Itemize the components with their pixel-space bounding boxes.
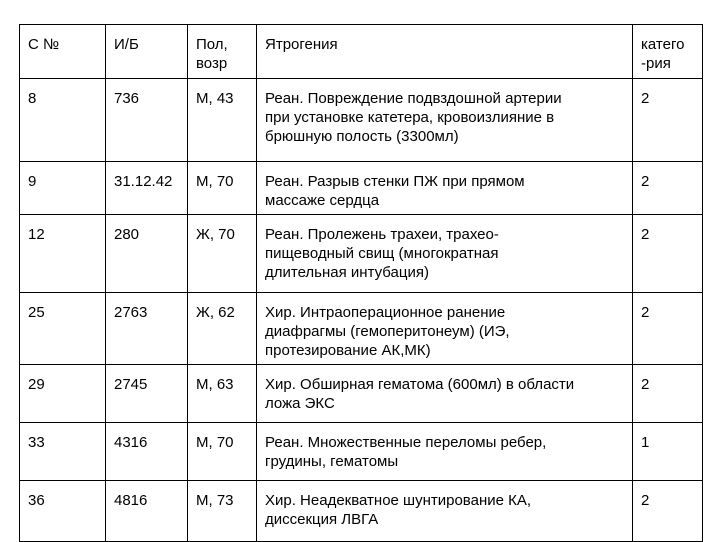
cell-iatrogeny: Реан. Пролежень трахеи, трахео- пищеводный свищ (многократная длительная интубация) <box>257 215 633 293</box>
cell-iatrogeny: Хир. Интраоперационное ранение диафрагмы (гемоперитонеум) (ИЭ, протезирование АК,МК) <box>257 293 633 365</box>
table-header-row <box>20 25 703 79</box>
table-row <box>20 79 703 162</box>
cell-sex-age: Ж, 62 <box>188 293 257 365</box>
cell-history-number: 2745 <box>106 365 188 423</box>
header-iatrogeny: Ятрогения <box>257 25 633 79</box>
cell-category: 2 <box>633 481 703 542</box>
cell-category: 2 <box>633 162 703 215</box>
cell-history-number: 4316 <box>106 423 188 481</box>
cell-category: 2 <box>633 293 703 365</box>
cell-case-number: 9 <box>20 162 106 215</box>
cell-sex-age: М, 70 <box>188 162 257 215</box>
table-row <box>20 162 703 215</box>
cell-sex-age: М, 70 <box>188 423 257 481</box>
cell-iatrogeny: Хир. Неадекватное шунтирование КА, диссекция ЛВГА <box>257 481 633 542</box>
header-category: катего -рия <box>633 25 703 79</box>
cell-iatrogeny: Хир. Обширная гематома (600мл) в области ложа ЭКС <box>257 365 633 423</box>
table-row <box>20 481 703 542</box>
cell-case-number: 29 <box>20 365 106 423</box>
table-row <box>20 365 703 423</box>
cell-sex-age: М, 63 <box>188 365 257 423</box>
iatrogeny-table <box>19 24 703 542</box>
cell-case-number: 25 <box>20 293 106 365</box>
cell-case-number: 36 <box>20 481 106 542</box>
table-row <box>20 423 703 481</box>
cell-history-number: 736 <box>106 79 188 162</box>
header-sex-age: Пол, возр <box>188 25 257 79</box>
cell-sex-age: Ж, 70 <box>188 215 257 293</box>
cell-sex-age: М, 43 <box>188 79 257 162</box>
cell-history-number: 31.12.42 <box>106 162 188 215</box>
cell-iatrogeny: Реан. Разрыв стенки ПЖ при прямом массаже сердца <box>257 162 633 215</box>
cell-history-number: 280 <box>106 215 188 293</box>
cell-case-number: 12 <box>20 215 106 293</box>
cell-history-number: 4816 <box>106 481 188 542</box>
table-row <box>20 215 703 293</box>
table-row <box>20 293 703 365</box>
cell-iatrogeny: Реан. Множественные переломы ребер, грудины, гематомы <box>257 423 633 481</box>
cell-history-number: 2763 <box>106 293 188 365</box>
cell-category: 2 <box>633 79 703 162</box>
header-case-number: С № <box>20 25 106 79</box>
cell-case-number: 8 <box>20 79 106 162</box>
cell-case-number: 33 <box>20 423 106 481</box>
cell-category: 1 <box>633 423 703 481</box>
header-history-number: И/Б <box>106 25 188 79</box>
cell-sex-age: М, 73 <box>188 481 257 542</box>
cell-iatrogeny: Реан. Повреждение подвздошной артерии при установке катетера, кровоизлияние в брюшную полость (3300мл) <box>257 79 633 162</box>
cell-category: 2 <box>633 365 703 423</box>
cell-category: 2 <box>633 215 703 293</box>
